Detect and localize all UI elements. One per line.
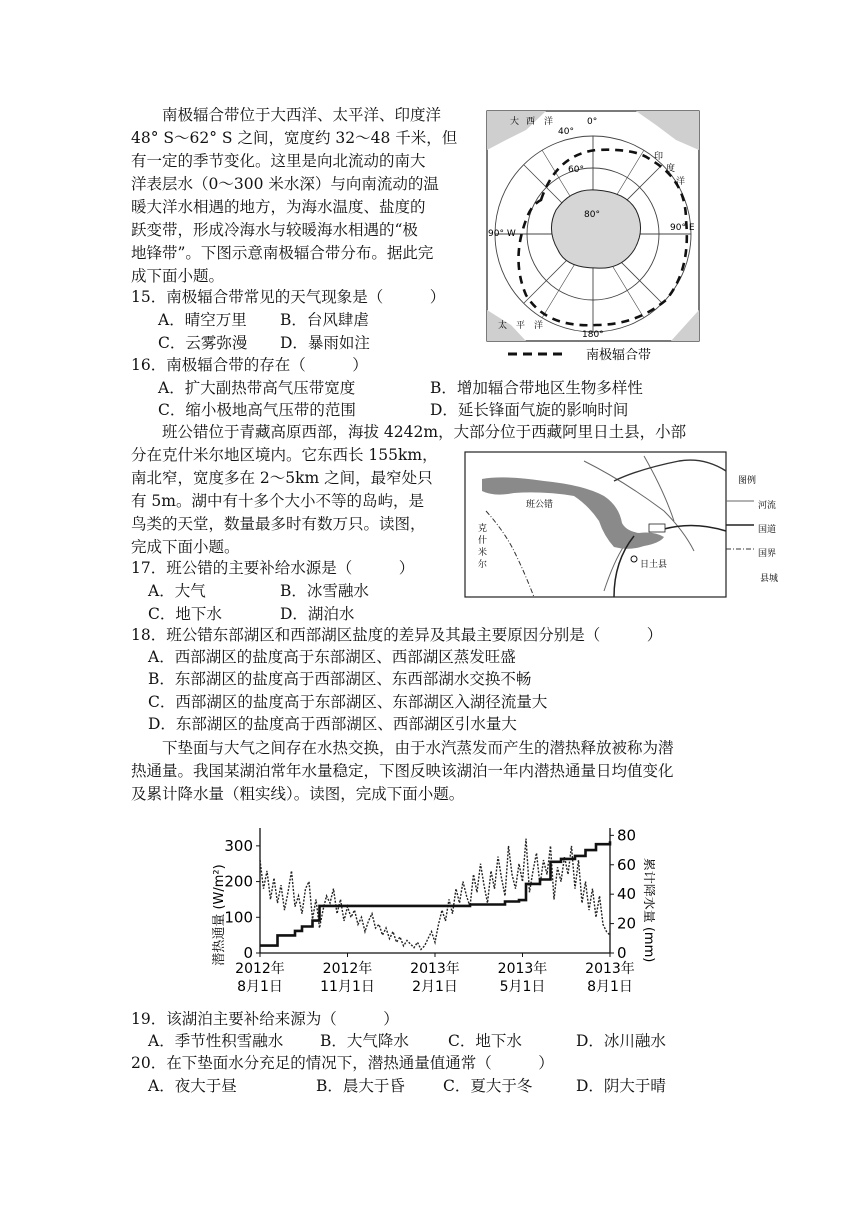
x-tick-label: 8月1日 xyxy=(237,979,283,995)
legend-county: 县城 xyxy=(760,574,779,584)
map-legend-label: 南极辐合带 xyxy=(586,348,652,363)
passage-1-line: 跃变带，形成冷海水与较暖海水相遇的“极 xyxy=(131,221,418,239)
x-tick-label: 2013年 xyxy=(410,961,460,977)
antarctic-map xyxy=(486,110,700,364)
q17-option-c[interactable]: C．地下水 xyxy=(148,605,222,623)
q19-option-a[interactable]: A．季节性积雪融水 xyxy=(148,1032,284,1050)
legend-title: 图例 xyxy=(738,476,757,486)
q16-option-c[interactable]: C．缩小极地高气压带的范围 xyxy=(158,401,356,419)
question-18-stem: 18．班公错东部湖区和西部湖区盐度的差异及其最主要原因分别是（ ） xyxy=(131,626,663,644)
y-tick-label: 200 xyxy=(224,872,253,891)
passage-1-line: 48° S～62° S 之间，宽度约 32～48 千米，但 xyxy=(131,129,458,147)
y-tick-label: 300 xyxy=(224,836,253,855)
y-tick-label: 100 xyxy=(224,908,253,927)
bangong-map xyxy=(464,451,784,599)
passage-2-line: 班公错位于青藏高原西部，海拔 4242m，大部分位于西藏阿里日土县，小部 xyxy=(162,423,687,441)
question-15-stem: 15．南极辐合带常见的天气现象是（ ） xyxy=(131,288,446,306)
x-tick-label: 8月1日 xyxy=(587,979,633,995)
question-19-stem: 19．该湖泊主要补给来源为（ ） xyxy=(131,1010,399,1028)
q17-option-d[interactable]: D．湖泊水 xyxy=(280,605,355,623)
q15-option-d[interactable]: D．暴雨如注 xyxy=(280,334,370,352)
q17-option-b[interactable]: B．冰雪融水 xyxy=(280,582,369,600)
map-label: 平 xyxy=(516,321,526,331)
passage-3-line: 下垫面与大气之间存在水热交换，由于水汽蒸发而产生的潜热释放被称为潜 xyxy=(162,739,674,757)
kashmir-label: 克 xyxy=(478,524,488,534)
latent-heat-flux-series xyxy=(260,839,610,950)
q20-option-c[interactable]: C．夏大于冬 xyxy=(443,1077,533,1095)
passage-1-line: 南极辐合带位于大西洋、太平洋、印度洋 xyxy=(162,106,442,124)
y2-tick-label: 60 xyxy=(617,855,637,874)
kashmir-label: 什 xyxy=(478,536,488,546)
x-tick-label: 5月1日 xyxy=(499,979,546,995)
passage-2-line: 鸟类的天堂，数量最多时有数万只。读图， xyxy=(131,515,426,533)
x-tick-label: 2013年 xyxy=(585,961,635,977)
map-label: 度 xyxy=(666,164,676,174)
q19-option-c[interactable]: C．地下水 xyxy=(448,1032,522,1050)
q18-option-a[interactable]: A．西部湖区的盐度高于东部湖区、西部湖区蒸发旺盛 xyxy=(148,648,516,666)
x-tick-label: 2月1日 xyxy=(412,979,458,995)
q15-option-b[interactable]: B．台风肆虐 xyxy=(280,311,369,329)
q18-option-c[interactable]: C．西部湖区的盐度高于东部湖区、东部湖区入湖径流量大 xyxy=(148,693,548,711)
map-label: 0° xyxy=(587,117,598,127)
q20-option-d[interactable]: D．阴大于晴 xyxy=(576,1077,666,1095)
legend-river: 河流 xyxy=(758,501,777,511)
kashmir-label: 米 xyxy=(478,548,488,558)
map-label: 60° xyxy=(568,165,584,175)
y-axis-label: 潜热通量 (W/m²) xyxy=(212,864,227,966)
y2-axis-label: 累计降水量 (mm) xyxy=(641,857,655,963)
passage-3-line: 热通量。我国某湖泊常年水量稳定，下图反映该湖泊一年内潜热通量日均值变化 xyxy=(131,762,674,780)
q15-option-a[interactable]: A．晴空万里 xyxy=(158,311,247,329)
map-label: 80° xyxy=(584,210,600,220)
passage-2-line: 南北窄，宽度多在 2～5km 之间，最窄处只 xyxy=(131,469,433,487)
q16-option-b[interactable]: B．增加辐合带地区生物多样性 xyxy=(430,379,643,397)
kashmir-label: 尔 xyxy=(478,560,488,570)
passage-1-line: 地锋带”。下图示意南极辐合带分布。据此完 xyxy=(131,244,434,262)
map-label: 西 xyxy=(526,117,536,127)
passage-1-line: 洋表层水（0～300 米水深）与向南流动的温 xyxy=(131,175,439,193)
q20-option-a[interactable]: A．夜大于昼 xyxy=(148,1077,237,1095)
x-tick-label: 2012年 xyxy=(322,961,373,977)
cumulative-precipitation-series xyxy=(260,841,610,945)
passage-2-line: 分在克什米尔地区境内。它东西长 155km， xyxy=(131,446,438,464)
y2-tick-label: 0 xyxy=(617,944,627,962)
map-label: 太 xyxy=(498,321,508,331)
passage-3-line: 及累计降水量（粗实线）。读图，完成下面小题。 xyxy=(131,785,465,803)
map-label: 90° W xyxy=(488,229,516,239)
y2-tick-label: 80 xyxy=(617,826,637,845)
q18-option-b[interactable]: B．东部湖区的盐度高于西部湖区、东西部湖水交换不畅 xyxy=(148,670,532,688)
passage-2-line: 有 5m。湖中有十多个大小不等的岛屿，是 xyxy=(131,492,424,510)
question-20-stem: 20．在下垫面水分充足的情况下，潜热通量值通常（ ） xyxy=(131,1054,554,1072)
x-tick-label: 2012年 xyxy=(235,961,285,977)
map-label: 洋 xyxy=(544,117,554,127)
q16-option-a[interactable]: A．扩大副热带高气压带宽度 xyxy=(158,379,356,397)
map-label: 90° E xyxy=(670,223,695,233)
question-16-stem: 16．南极辐合带的存在（ ） xyxy=(131,356,368,374)
x-tick-label: 11月1日 xyxy=(320,979,375,995)
passage-1-line: 成下面小题。 xyxy=(131,267,225,285)
q18-option-d[interactable]: D．东部湖区的盐度高于西部湖区、西部湖区引水量大 xyxy=(148,715,517,733)
q19-option-b[interactable]: B．大气降水 xyxy=(320,1032,409,1050)
map-label: 180° xyxy=(582,330,604,340)
passage-2-line: 完成下面小题。 xyxy=(131,538,240,556)
map-label: 40° xyxy=(558,127,574,137)
map-label: 印 xyxy=(654,152,664,162)
lake-label: 班公错 xyxy=(526,500,554,510)
map-label: 洋 xyxy=(676,177,686,187)
passage-1-line: 暖大洋水相遇的地方，为海水温度、盐度的 xyxy=(131,198,426,216)
y2-tick-label: 20 xyxy=(617,914,637,933)
map-label: 洋 xyxy=(534,321,544,331)
y2-tick-label: 40 xyxy=(617,885,637,904)
county-label: 日土县 xyxy=(640,560,668,570)
q17-option-a[interactable]: A．大气 xyxy=(148,582,206,600)
q20-option-b[interactable]: B．晨大于昏 xyxy=(316,1077,405,1095)
q19-option-d[interactable]: D．冰川融水 xyxy=(576,1032,666,1050)
passage-1-line: 有一定的季节变化。这里是向北流动的南大 xyxy=(131,152,426,170)
q15-option-c[interactable]: C．云雾弥漫 xyxy=(158,334,248,352)
question-17-stem: 17．班公错的主要补给水源是（ ） xyxy=(131,559,415,577)
x-tick-label: 2013年 xyxy=(497,961,548,977)
legend-road: 国道 xyxy=(758,525,777,535)
q16-option-d[interactable]: D．延长锋面气旋的影响时间 xyxy=(430,401,629,419)
latent-heat-chart xyxy=(205,820,655,1000)
legend-border: 国界 xyxy=(758,549,777,559)
map-label: 大 xyxy=(510,117,520,127)
y-tick-label: 0 xyxy=(243,944,253,962)
